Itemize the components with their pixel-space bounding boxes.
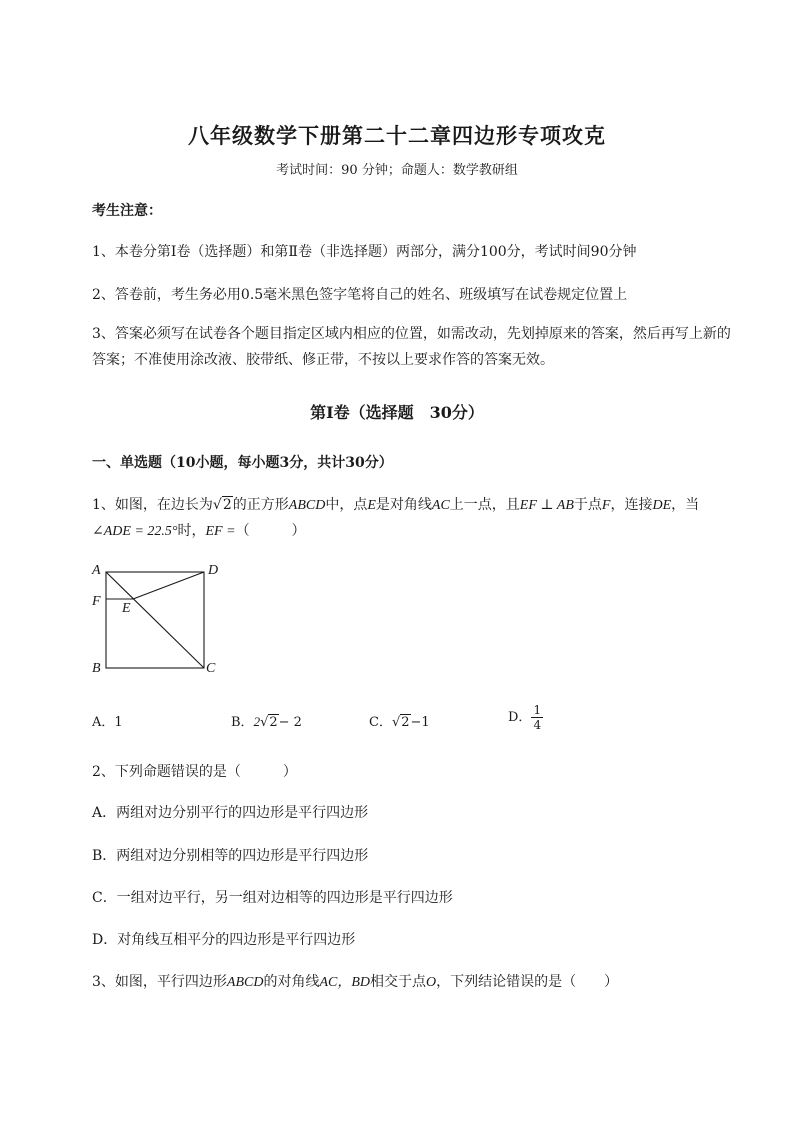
fraction-one-quarter: $\frac{1}{4}$: [533, 703, 542, 732]
question-1-line-1: 1、如图，在边长为√2的正方形ABCD中，点E是对角线AC上一点，且EF ⊥ AB于点F，连接DE，当: [92, 497, 700, 513]
question-2-stem: 2、下列命题错误的是（ ）: [92, 764, 297, 780]
label-d: D: [208, 563, 219, 578]
q1-option-b[interactable]: B．2√2− 2: [231, 714, 302, 730]
notice-item-3: 3、答案必须写在试卷各个题目指定区域内相应的位置，如需改动，先划掉原来的答案，然后再写上新的答案；不准使用涂改液、胶带纸、修正带，不按以上要求作答的答案无效。: [92, 326, 731, 368]
question-3-stem: 3、如图，平行四边形ABCD的对角线AC，BD相交于点O，下列结论错误的是（ ）: [92, 974, 619, 990]
label-b: B: [92, 661, 101, 676]
question-1-line-2: ∠ADE = 22.5°时，EF =（ ）: [92, 523, 306, 539]
diagonal-ac: [106, 572, 204, 668]
q2-option-c[interactable]: C．一组对边平行，另一组对边相等的四边形是平行四边形: [92, 890, 453, 906]
label-c: C: [206, 661, 216, 676]
angle-condition: ∠ADE = 22.5°: [92, 524, 178, 539]
notice-item-2: 2、答卷前，考生务必用0.5毫米黑色签字笔将自己的姓名、班级填写在试卷规定位置上: [92, 287, 628, 303]
sqrt-2: √2: [212, 497, 232, 513]
square-figure: [86, 556, 226, 678]
q1-option-c[interactable]: C．√2−1: [369, 715, 430, 730]
section-title: 第I卷（选择题 30分）: [310, 403, 484, 422]
notice-heading: 考生注意：: [92, 203, 162, 219]
q2-option-b[interactable]: B．两组对边分别相等的四边形是平行四边形: [92, 848, 369, 864]
q1-option-a[interactable]: A．1: [92, 715, 123, 730]
q1-text: 1、如图，在边长为: [92, 497, 213, 513]
answer-blank: （ ）: [235, 523, 306, 539]
q2-option-a[interactable]: A．两组对边分别平行的四边形是平行四边形: [92, 805, 369, 821]
exam-info: 考试时间：90 分钟；命题人：数学教研组: [276, 163, 518, 178]
label-e: E: [122, 601, 131, 616]
label-f: F: [92, 594, 101, 609]
part-heading: 一、单选题（10小题，每小题3分，共计30分）: [92, 455, 393, 471]
q2-option-d[interactable]: D．对角线互相平分的四边形是平行四边形: [92, 932, 356, 948]
notice-item-1: 1、本卷分第I卷（选择题）和第Ⅱ卷（非选择题）两部分，满分100分，考试时间90分钟: [92, 244, 637, 260]
segment-de: [133, 572, 204, 599]
page-title: 八年级数学下册第二十二章四边形专项攻克: [188, 123, 606, 148]
label-a: A: [92, 563, 101, 578]
q1-option-d[interactable]: D． $\frac{1}{4}$: [508, 703, 542, 732]
